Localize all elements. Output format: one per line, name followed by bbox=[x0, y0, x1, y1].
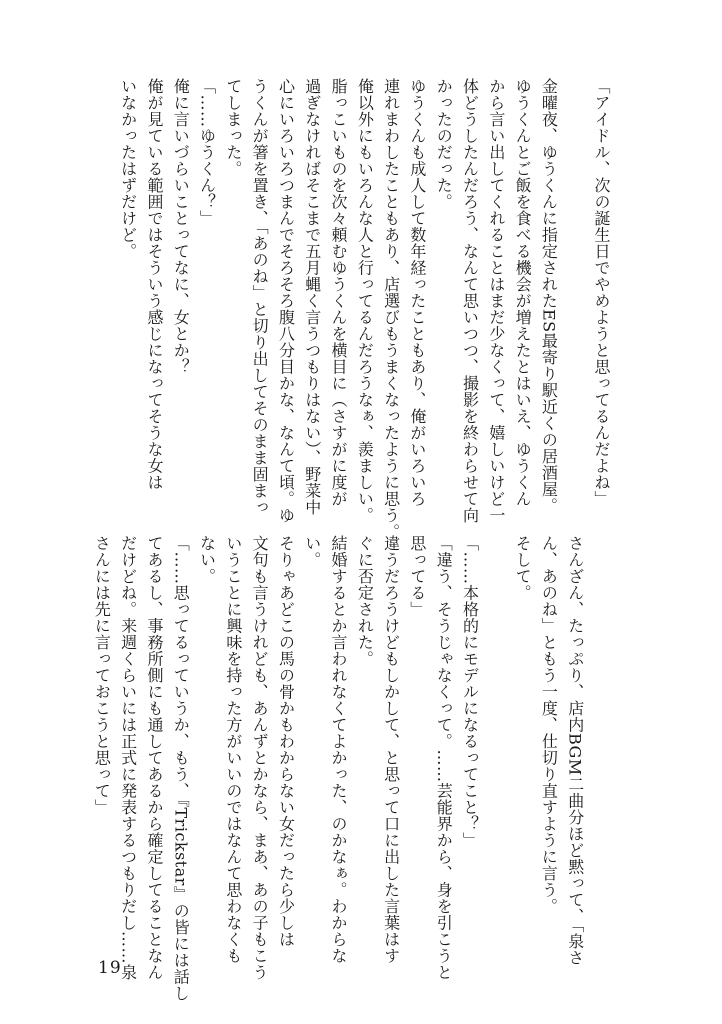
text-line: 文句も言うけれども、あんずとかなら、まあ、あの子もこう bbox=[250, 535, 270, 981]
text-line: から言い出してくれることはまだ少なくって、嬉しいけど一 bbox=[486, 78, 506, 524]
text-line: 俺以外にもいろんな人と行ってるんだろうなぁ、羨ましい。 bbox=[355, 78, 375, 524]
text-line: ゆうくんも成人して数年経ったこともあり、俺がいろいろ bbox=[407, 78, 427, 507]
text-line: さんざん、たっぷり、店内BGM二曲分ほど黙って、「泉さ bbox=[565, 535, 585, 966]
text-line: 「……思ってるっていうか、もう、『Trickstar』の皆には話し bbox=[171, 535, 191, 1002]
text-line: 「アイドル、次の誕生日でやめようと思ってるんだよね」 bbox=[592, 78, 611, 507]
text-line: 違うだろうけどもしかして、と思って口に出した言葉はす bbox=[381, 535, 401, 964]
text-line: 心にいろいろつまんでそろそろ腹八分目かな、なんて頃。ゆ bbox=[276, 78, 296, 524]
text-line: いなかったはずだけど。 bbox=[118, 78, 138, 260]
text-line bbox=[483, 535, 509, 955]
page-number: 19 bbox=[98, 958, 122, 978]
text-line: てあるし、事務所側にも通してあるから確定してることなん bbox=[144, 535, 164, 981]
text-line: 過ぎなければそこまで五月蝿く言うつもりはない）、野菜中 bbox=[302, 78, 322, 516]
text-line: 俺が見ている範囲ではそういう感じになってそうな女は bbox=[144, 78, 164, 491]
text-line: ない。 bbox=[197, 535, 217, 585]
text-line: い。 bbox=[302, 535, 322, 568]
text-line: いうことに興味を持った方がいいのではなんて思わなくも bbox=[223, 535, 243, 964]
text-line: ぐに否定された。 bbox=[355, 535, 375, 667]
text-line: 思ってる」 bbox=[407, 535, 427, 618]
text-line bbox=[588, 535, 614, 955]
text-line: うくんが箸を置き、「あのね」と切り出してそのまま固まっ bbox=[250, 78, 270, 516]
text-line: 連れまわしたこともあり、店選びもうまくなったように思う。 bbox=[381, 78, 401, 540]
text-line: 体どうしたんだろう、なんて思いつつ、撮影を終わらせて向 bbox=[460, 78, 480, 524]
text-line: さんには先に言っておこうと思って」 bbox=[92, 535, 112, 816]
text-line: そりゃあどこの馬の骨かもわからない女だったら少しは bbox=[276, 535, 296, 948]
text-line: そして。 bbox=[513, 535, 533, 601]
text-line: 結婚するとか言われなくてよかった、のかなぁ。わからな bbox=[329, 535, 349, 964]
text-line: ん、あのね」ともう一度、仕切り直すように言う。 bbox=[539, 535, 559, 915]
text-line: 「違う、そうじゃなくって。……芸能界から、身を引こうと bbox=[434, 535, 454, 981]
text-line: 「……本格的にモデルになるってこと？」 bbox=[460, 535, 480, 849]
text-line: 俺に言いづらいことってなに、女とか？ bbox=[171, 78, 191, 375]
text-line: 脂っこいものを次々頼むゆうくんを横目に（さすがに度が bbox=[329, 78, 349, 507]
text-line bbox=[561, 78, 587, 498]
text-line: てしまった。 bbox=[223, 78, 243, 177]
text-line: だけどね。来週くらいには正式に発表するつもりだし……泉 bbox=[118, 535, 138, 981]
text-line: 「……ゆうくん？」 bbox=[197, 78, 217, 227]
text-line: 金曜夜、ゆうくんに指定されたES最寄り駅近くの居酒屋。 bbox=[539, 78, 559, 515]
text-line: かったのだった。 bbox=[434, 78, 454, 210]
top-text-block bbox=[109, 78, 614, 540]
text-line: ゆうくんとご飯を食べる機会が増えたとはいえ、ゆうくん bbox=[513, 78, 533, 507]
